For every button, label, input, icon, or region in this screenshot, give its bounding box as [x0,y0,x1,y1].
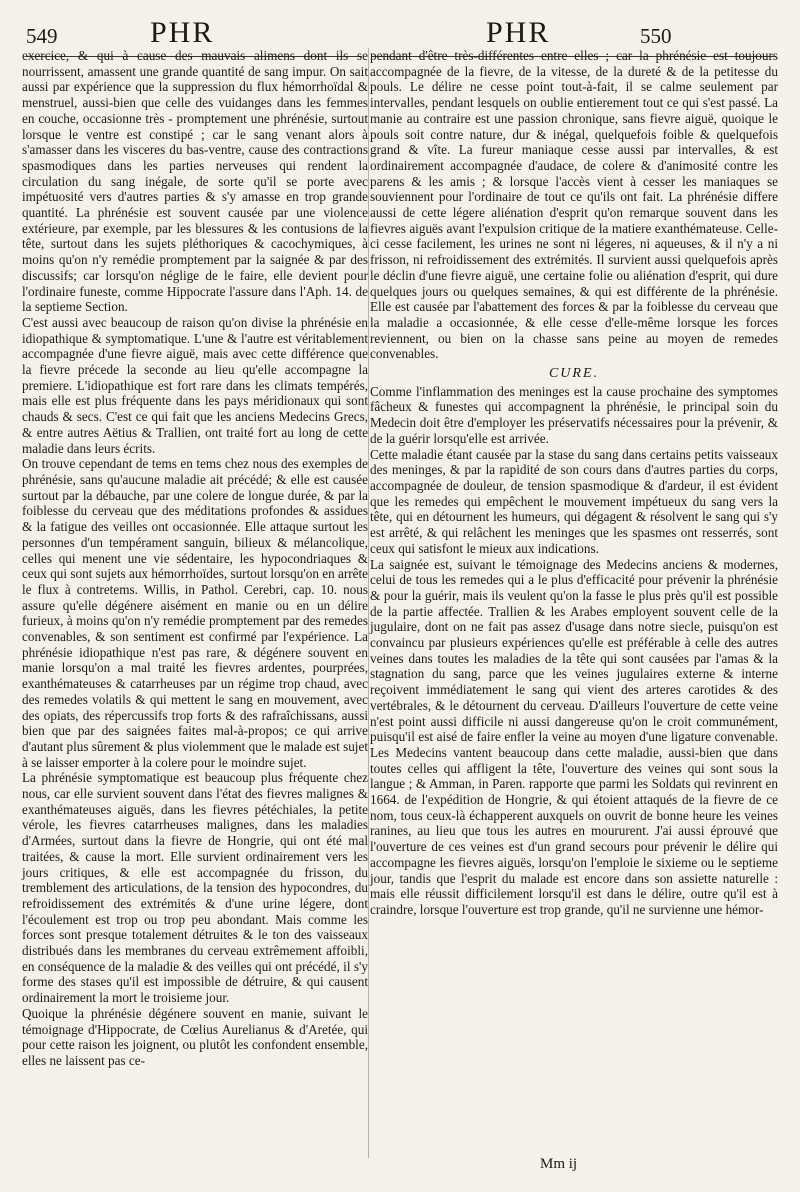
paragraph: On trouve cependant de tems en tems chez nous des exemples de phrénésie, sans qu'aucune maladie ait précédé; & elle est causée surtout par la débauche, par une colere de longue durée, & par la foiblesse du cerveau que des méditations profondes & assidues & la fatigue des veilles ont occasionnée. Elle attaque surtout les personnes d'un tempérament sanguin, bilieux & mélancolique, celles qui menent une vie sédentaire, les hypocondriaques & ceux qui sont sujets aux hémorrhoïdes, surtout lorsqu'on en arrête le flux à contretems. Willis, in Pathol. Cerebri, cap. 10. nous assure qu'elle dégénere aisément en manie ou en un délire furieux, à moins qu'on n'y remédie promptement par des remedes convenables, & son sentiment est confirmé par l'expérience. La phrénésie idiopathique n'est pas rare, & dégénere souvent en manie lorsqu'on a mal traité les fievres ardentes, pourprées, exanthémateuses & catarrheuses par un régime trop chaud, avec des remedes volatils & qui mettent le sang en mouvement, avec des opiats, des répercussifs trop forts & des rafraîchissans, aussi bien que par des saignées faites mal-à-propos; ce qui arrive d'autant plus sûrement & plus violemment que le malade est sujet à se laisser emporter à la colere pour le moindre sujet. [22,456,368,770]
paragraph: C'est aussi avec beaucoup de raison qu'on divise la phrénésie en idiopathique & symptomatique. L'une & l'autre est véritablement accompagnée d'une fievre aiguë, mais avec cette différence que la fievre précede la seconde au lieu qu'elle accompagne la premiere. L'idiopathique est fort rare dans les climats tempérés, mais elle est plus fréquente dans les pays méridionaux qui sont chauds & secs. C'est ce qui fait que les anciens Medecins Grecs, & entre autres Aëtius & Trallien, ont traité fort au long de cette maladie dans leurs écrits. [22,314,368,456]
page-number-right: 550 [640,24,672,48]
signature-mark: Mm ij [540,1156,578,1172]
page-number-left: 549 [26,24,58,48]
paragraph: Comme l'inflammation des meninges est la cause prochaine des symptomes fâcheux & funestes qui accompagnent la phrénésie, le principal soin du Medecin doit être d'employer les préservatifs nécessaires pour la prévenir, & de la guérir lorsqu'elle est arrivée. [370,383,778,446]
paragraph: La phrénésie symptomatique est beaucoup plus fréquente chez nous, car elle survient souvent dans l'état des fievres malignes & exanthémateuses aiguës, dans les fievres pétéchiales, la petite vérole, les fievres catarrheuses malignes, dans les maladies d'Armées, surtout dans la fievre de Hongrie, qui ont été mal traitées, & cause la mort. Elle survient ordinairement vers les jours critiques, & elle est accompagnée du frisson, du tremblement des articulations, de la tension des hypocondres, du refroidissement des extrémités & d'une urine légere, dont l'écoulement est trop ou trop peu abondant. Mais comme les forces sont presque totalement détruites & le ton des vaisseaux distribués dans les membranes du cerveau extrêmement affoibli, en conséquence de la maladie & des veilles qui ont précédé, il s'y forme des stases qu'il est impossible de détruire, & qui causent ordinairement la mort le troisieme jour. [22,770,368,1006]
column-divider [368,48,369,1158]
paragraph: pendant d'être très-différentes entre elles ; car la phrénésie est toujours accompagnée de la fievre, de la vitesse, de la dureté & de la petitesse du pouls. Le délire ne cesse point tout-à-fait, il se calme seulement par intervalles, pendant lesquels on oublie entierement tout ce qui s'est passé. La manie au contraire est une passion chronique, sans fievre aiguë, quoique le pouls soit contre nature, dur & inégal, quelquefois foible & quelquefois grand & vîte. La fureur maniaque cesse aussi par intervalles, & est ordinairement accompagnée d'audace, de colere & d'animosité contre les parens & les amis ; & lorsque l'accès vient à cesser les maniaques se souviennent pour l'ordinaire de tout ce qu'ils ont fait. La phrénésie differe aussi de cette légere aliénation d'esprit qu'on remarque souvent dans les fievres aiguës avant l'expulsion critique de la matiere exanthémateuse. Celle-ci cesse facilement, les urines ne sont ni légeres, ni aqueuses, & il n'y a ni frisson, ni refroidissement des extrémités. Il survient aussi quelquefois après le déclin d'une fievre aiguë, une certaine folie ou aliénation d'esprit, qui dure quelques jours ou quelques semaines, & qui est différente de la phrénésie. Elle est causée par l'abattement des forces & par la foiblesse du cerveau que la maladie a occasionnée, & elle cesse d'elle-même lorsque les forces reviennent, ou bien on la chasse sans peine au moyen de remedes convenables. [370,48,778,362]
running-title-left: PHR [150,16,215,49]
running-title-right: PHR [486,16,551,49]
paragraph: Quoique la phrénésie dégénere souvent en manie, suivant le témoignage d'Hippocrate, de Cœlius Aurelianus & d'Aretée, qui pour cette raison les joignent, ou plutôt les confondent ensemble, elles ne laissent pas ce- [22,1005,368,1068]
paragraph: exercice, & qui à cause des mauvais alimens dont ils se nourrissent, amassent une grande quantité de sang impur. On sait aussi par expérience que la suppression du flux hémorrhoïdal & menstruel, aussi-bien que celle des vuidanges dans les femmes en couche, occasionne très - promptement une phrénésie, surtout lorsque le ventre est constipé ; car le sang venant alors à s'amasser dans les visceres du bas-ventre, cause des contractions spasmodiques dans les parties nerveuses qui rendent la circulation du sang inégale, de sorte qu'il se porte avec impétuosité vers d'autres parties & s'y amasse en trop grande quantité. La phrénésie est souvent causée par une violence extérieure, par exemple, par les blessures & les contusions de la tête, surtout dans les sujets pléthoriques & cacochymiques, à moins qu'on n'y remédie promptement par la saignée & par des discussifs; car lorsqu'on néglige de le faire, elle devient pour l'ordinaire funeste, comme Hippocrate l'assure dans l'Aph. 14. de la septieme Section. [22,48,368,315]
section-heading: CURE. [548,366,600,382]
paragraph: La saignée est, suivant le témoignage des Medecins anciens & modernes, celui de tous les remedes qui a le plus d'efficacité pour prévenir la phrénésie & pour la guérir, mais ils veulent qu'on la fasse le plus près qu'il est possible de la partie affectée. Trallien & les Arabes employent souvent celle de la jugulaire, dont on ne fait pas assez d'usage dans notre siecle, puisqu'on est convaincu par plusieurs expériences qu'elle est préférable à celle des autres veines dans toutes les maladies de la tête qui sont causées par l'amas & la stagnation du sang, parce que les veines jugulaires externe & interne reçoivent immédiatement le sang qui vient des arteres carotides & des vertébrales, & le détournent du cerveau. D'ailleurs l'ouverture de cette veine n'est point aussi difficile ni aussi dangereuse qu'on le croit communément, puisqu'il est aisé de faire enfler la veine au moyen d'une ligature convenable. Les Medecins vantent beaucoup dans cette maladie, aussi-bien que dans toutes celles qui affligent la tête, l'ouverture des veines qui sont sous la langue ; & Amman, in Paren. rapporte que parmi les Soldats qui revinrent en 1664. de l'expédition de Hongrie, & qui étoient attaqués de la fievre de ce nom, tous ceux-là échapperent auxquels on ouvrit de bonne heure les veines ranines, au lieu que tous les autres en moururent. J'ai aussi éprouvé que l'ouverture de ces veines est d'un grand secours pour prévenir le délire qui accompagne les fievres aiguës, lorsqu'on l'emploie le sixieme ou le septieme jour, tandis que l'esprit du malade est encore dans son assiette naturelle : mais elle réussit difficilement lorsqu'il est dans le délire, outre qu'il est à craindre, lorsque l'ouverture est trop grande, qu'il ne survienne une hémor- [370,556,778,917]
left-column [22,48,368,1069]
right-column [370,48,778,918]
paragraph: Cette maladie étant causée par la stase du sang dans certains petits vaisseaux des meninges, & par la rapidité de son cours dans d'autres parties du corps, accompagnée de douleur, de tension spasmodique & d'ardeur, il est évident que les remedes qui empêchent le mouvement impétueux du sang vers la tête, qui en détournent les humeurs, qui dégagent & résolvent le sang qui s'y est arrêté, & qui relâchent les meninges que les spasmes ont resserrés, sont ceux qui satisfont le mieux aux indications. [370,446,778,556]
